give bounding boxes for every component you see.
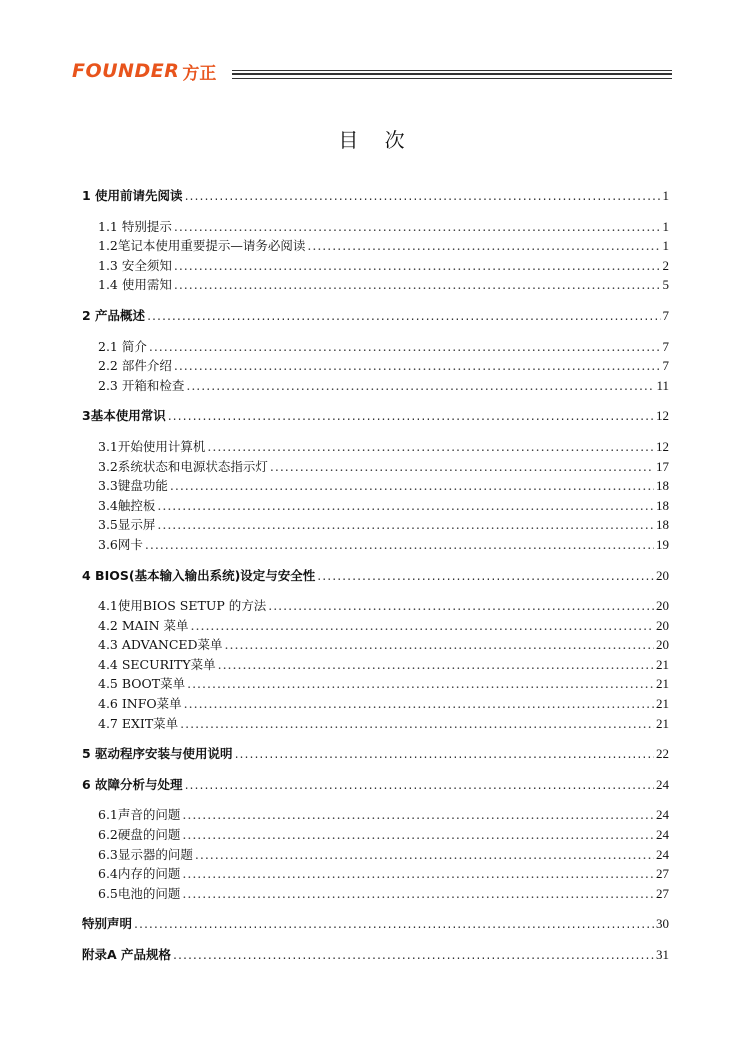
toc-entry-label: 2.3 开箱和检查	[98, 377, 185, 393]
toc-entry-label: 4.7 EXIT菜单	[98, 715, 179, 731]
toc-entry-label: 4.5 BOOT菜单	[98, 676, 186, 692]
toc-dot-leader	[182, 866, 654, 881]
toc-section-entry[interactable]	[82, 275, 669, 295]
toc-entry-label: 1.1 特别提示	[98, 218, 172, 234]
toc-dot-leader	[157, 517, 654, 532]
toc-dot-leader	[174, 219, 661, 234]
toc-dot-leader	[235, 746, 654, 761]
toc-page-number: 18	[656, 478, 669, 494]
toc-section-entry[interactable]	[82, 616, 669, 636]
toc-page-number: 30	[656, 916, 669, 932]
toc-page-number: 12	[656, 438, 669, 454]
toc-dot-leader	[207, 439, 654, 454]
toc-page-number: 21	[656, 676, 669, 692]
toc-dot-leader	[182, 886, 654, 901]
toc-section-entry[interactable]	[82, 476, 669, 496]
toc-section-entry[interactable]	[82, 496, 669, 516]
toc-entry-label: 4 BIOS(基本输入输出系统)设定与安全性	[82, 567, 316, 583]
toc-page-number: 2	[662, 257, 669, 273]
toc-chapter-entry[interactable]	[82, 775, 669, 795]
toc-page-number: 7	[662, 338, 669, 354]
toc-page-number: 20	[656, 617, 669, 633]
toc-page-number: 20	[656, 637, 669, 653]
toc-entry-label: 6.1声音的问题	[98, 807, 181, 823]
toc-page-number: 21	[656, 715, 669, 731]
toc-section-entry[interactable]	[82, 714, 669, 734]
toc-entry-label: 2.2 部件介绍	[98, 358, 172, 374]
toc-dot-leader	[187, 676, 654, 691]
toc-section-entry[interactable]	[82, 655, 669, 675]
toc-entry-label: 6.3显示器的问题	[98, 846, 193, 862]
toc-page-number: 17	[656, 458, 669, 474]
toc-entry-label: 1.4 使用需知	[98, 277, 172, 293]
toc-dot-leader	[270, 459, 654, 474]
toc-dot-leader	[218, 657, 654, 672]
toc-chapter-entry[interactable]	[82, 945, 669, 965]
toc-entry-label: 4.3 ADVANCED菜单	[98, 637, 223, 653]
toc-chapter-entry[interactable]	[82, 914, 669, 934]
page-header	[72, 58, 672, 84]
toc-page-number: 21	[656, 656, 669, 672]
header-rule	[232, 70, 672, 71]
toc-entry-label: 附录A 产品规格	[82, 947, 172, 962]
toc-page-number: 21	[656, 696, 669, 712]
toc-dot-leader	[147, 308, 660, 323]
toc-section-entry[interactable]	[82, 376, 669, 396]
toc-entry-label: 特别声明	[82, 916, 133, 932]
toc-section-entry[interactable]	[82, 884, 669, 904]
toc-dot-leader	[185, 188, 661, 203]
toc-dot-leader	[157, 498, 654, 513]
toc-entry-label: 2 产品概述	[82, 307, 146, 323]
toc-dot-leader	[307, 238, 660, 253]
toc-section-entry[interactable]	[82, 635, 669, 655]
logo-wordmark: FOUNDER	[72, 60, 180, 82]
toc-section-entry[interactable]	[82, 256, 669, 276]
toc-entry-label: 2.1 简介	[98, 338, 147, 354]
toc-entry-label: 3.3键盘功能	[98, 478, 168, 494]
toc-entry-label: 4.6 INFO菜单	[98, 696, 182, 712]
toc-dot-leader	[174, 277, 661, 292]
toc-section-entry[interactable]	[82, 596, 669, 616]
toc-section-entry[interactable]	[82, 236, 669, 256]
toc-entry-label: 3基本使用常识	[82, 408, 166, 424]
toc-section-entry[interactable]	[82, 457, 669, 477]
toc-page-number: 24	[656, 807, 669, 823]
toc-page-number: 31	[656, 947, 669, 962]
toc-dot-leader	[268, 598, 654, 613]
toc-page-number: 24	[656, 776, 669, 792]
toc-section-entry[interactable]	[82, 535, 669, 555]
toc-dot-leader	[317, 568, 654, 583]
toc-section-entry[interactable]	[82, 674, 669, 694]
toc-dot-leader	[149, 339, 661, 354]
toc-page-number: 27	[656, 866, 669, 882]
toc-page-number: 22	[656, 746, 669, 762]
logo-chinese-wordmark: 方正	[182, 63, 217, 84]
toc-entry-label: 4.4 SECURITY菜单	[98, 656, 216, 672]
toc-entry-label: 4.2 MAIN 菜单	[98, 617, 189, 633]
toc-page-number: 18	[656, 497, 669, 513]
toc-dot-leader	[195, 847, 654, 862]
toc-dot-leader	[182, 807, 654, 822]
toc-entry-label: 5 驱动程序安装与使用说明	[82, 746, 233, 762]
toc-entry-label: 1.3 安全须知	[98, 257, 172, 273]
page-title: 目 次	[338, 128, 415, 152]
toc-dot-leader	[173, 947, 654, 962]
toc-dot-leader	[174, 258, 661, 273]
toc-page-number: 24	[656, 827, 669, 843]
toc-entry-label: 1.2笔记本使用重要提示—请务必阅读	[98, 238, 306, 254]
toc-entry-label: 3.4触控板	[98, 497, 156, 513]
toc-section-entry[interactable]	[82, 337, 669, 357]
toc-page-number: 19	[656, 536, 669, 552]
toc-page-number: 24	[656, 846, 669, 862]
toc-dot-leader	[180, 716, 654, 731]
toc-entry-label: 3.2系统状态和电源状态指示灯	[98, 458, 268, 474]
toc-page-number: 18	[656, 517, 669, 533]
toc-page-number: 1	[662, 218, 669, 234]
header-rule	[232, 78, 672, 79]
table-of-contents	[82, 186, 669, 965]
toc-section-entry[interactable]	[82, 805, 669, 825]
header-rule-thick	[232, 73, 672, 75]
toc-dot-leader	[174, 358, 661, 373]
toc-chapter-entry[interactable]	[82, 186, 669, 206]
toc-entry-label: 6.5电池的问题	[98, 885, 181, 901]
toc-page-number: 7	[662, 358, 669, 374]
toc-chapter-entry[interactable]	[82, 406, 669, 426]
toc-dot-leader	[191, 618, 654, 633]
toc-chapter-entry[interactable]	[82, 744, 669, 764]
toc-page-number: 27	[656, 885, 669, 901]
toc-entry-label: 6.2硬盘的问题	[98, 827, 181, 843]
toc-page-number: 5	[662, 277, 669, 293]
toc-dot-leader	[134, 916, 654, 931]
toc-section-entry[interactable]	[82, 825, 669, 845]
toc-section-entry[interactable]	[82, 694, 669, 714]
toc-entry-label: 3.1开始使用计算机	[98, 438, 206, 454]
toc-dot-leader	[184, 696, 654, 711]
toc-chapter-entry[interactable]	[82, 306, 669, 326]
toc-dot-leader	[185, 777, 654, 792]
toc-chapter-entry[interactable]	[82, 566, 669, 586]
toc-entry-label: 4.1使用BIOS SETUP 的方法	[98, 598, 267, 614]
toc-dot-leader	[168, 408, 654, 423]
toc-dot-leader	[182, 827, 654, 842]
toc-entry-label: 3.5显示屏	[98, 517, 156, 533]
toc-section-entry[interactable]	[82, 864, 669, 884]
toc-section-entry[interactable]	[82, 217, 669, 237]
toc-page-number: 20	[656, 598, 669, 614]
toc-dot-leader	[225, 637, 654, 652]
toc-entry-label: 1 使用前请先阅读	[82, 188, 183, 203]
toc-dot-leader	[145, 537, 654, 552]
toc-page-number: 11	[656, 377, 669, 393]
founder-logo	[72, 58, 216, 84]
toc-section-entry[interactable]	[82, 437, 669, 457]
toc-section-entry[interactable]	[82, 515, 669, 535]
toc-entry-label: 3.6网卡	[98, 536, 143, 552]
toc-entry-label: 6 故障分析与处理	[82, 776, 183, 792]
toc-entry-label: 6.4内存的问题	[98, 866, 181, 882]
toc-page-number: 12	[656, 408, 669, 424]
toc-page-number: 1	[662, 188, 669, 203]
toc-dot-leader	[170, 478, 654, 493]
toc-page-number: 7	[662, 307, 669, 323]
toc-section-entry[interactable]	[82, 356, 669, 376]
toc-page-number: 20	[656, 567, 669, 583]
toc-dot-leader	[186, 378, 654, 393]
toc-section-entry[interactable]	[82, 845, 669, 865]
toc-page-number: 1	[662, 238, 669, 254]
